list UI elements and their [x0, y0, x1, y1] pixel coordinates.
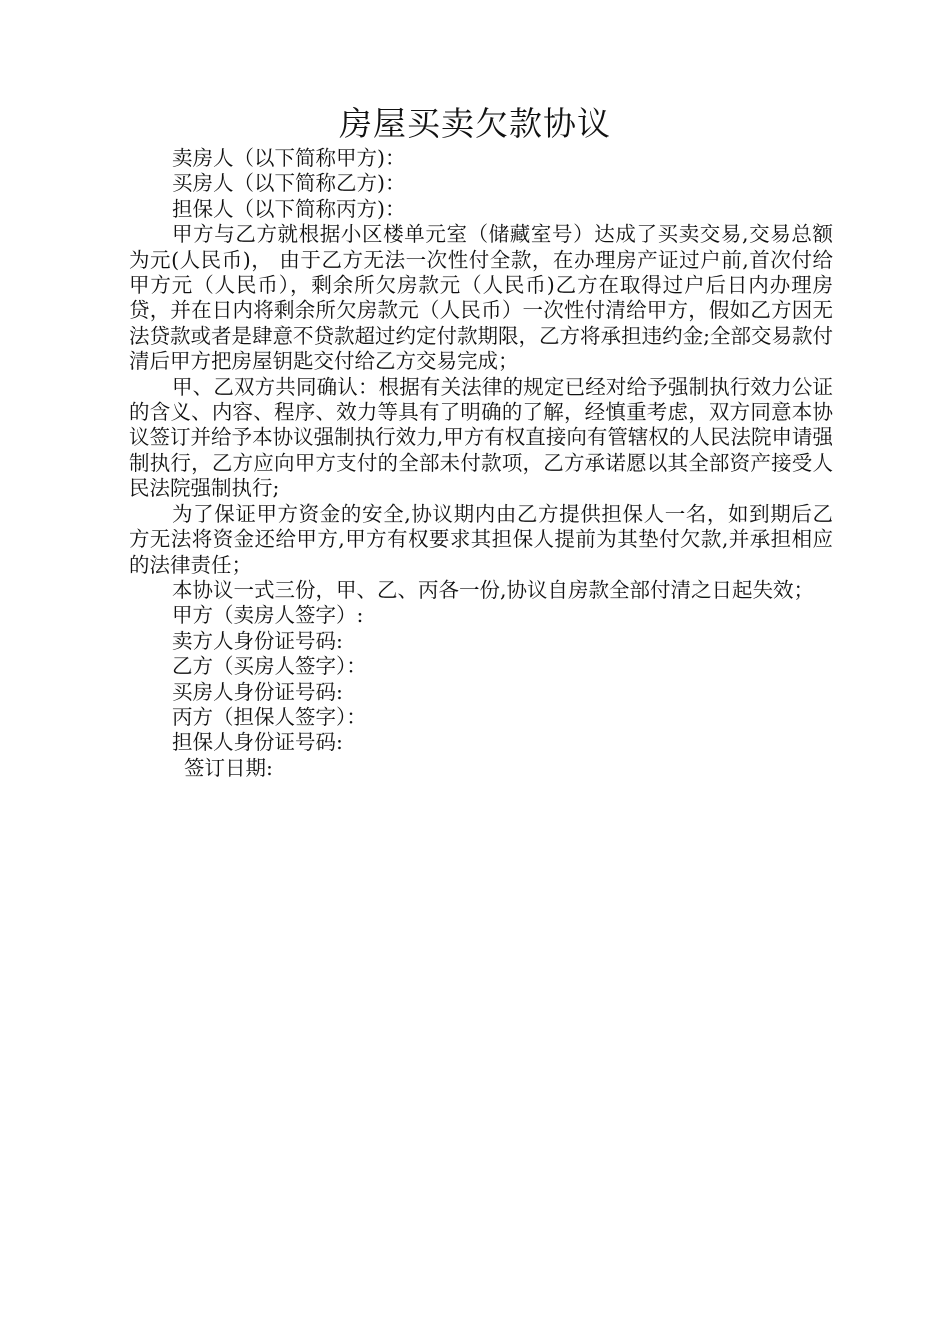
- transaction-paragraph: 甲方与乙方就根据小区楼单元室（储藏室号）达成了买卖交易,交易总额为元(人民币)， 由于乙方无法一次性付全款，在办理房产证过户前,首次付给甲方元（人民币），剩余所欠房款元（人民币)乙方在取得过户后日内办理房贷，并在日内将剩余所欠房款元（人民币）一次性付清给甲方，假如乙方因无法贷款或者是肆意不贷款超过约定付款期限，乙方将承担违约金;全部交易款付清后甲方把房屋钥匙交付给乙方交易完成；: [129, 222, 833, 374]
- party-b-signature-line: 乙方（买房人签字）：: [172, 654, 367, 679]
- party-a-signature-line: 甲方（卖房人签字）:: [172, 603, 364, 628]
- party-c-signature-line: 丙方（担保人签字）：: [172, 704, 367, 729]
- guarantor-party-line: 担保人（以下简称丙方)：: [172, 196, 406, 221]
- buyer-party-line: 买房人（以下简称乙方)：: [172, 171, 406, 196]
- copies-paragraph: 本协议一式三份，甲、乙、丙各一份,协议自房款全部付清之日起失效；: [172, 577, 815, 602]
- seller-party-line: 卖房人（以下简称甲方)：: [172, 146, 406, 170]
- document-body: [129, 146, 833, 781]
- guarantor-id-line: 担保人身份证号码:: [172, 730, 343, 755]
- sign-date-line: 签订日期:: [184, 755, 273, 780]
- seller-id-line: 卖方人身份证号码:: [172, 628, 343, 653]
- enforcement-paragraph: 甲、乙双方共同确认：根据有关法律的规定已经对给予强制执行效力公证的含义、内容、程序、效力等具有了明确的了解，经慎重考虑，双方同意本协议签订并给予本协议强制执行效力,甲方有权直接向有管辖权的人民法院申请强制执行，乙方应向甲方支付的全部未付款项，乙方承诺愿以其全部资产接受人民法院强制执行;: [129, 374, 833, 501]
- buyer-id-line: 买房人身份证号码:: [172, 679, 343, 704]
- guarantee-paragraph: 为了保证甲方资金的安全,协议期内由乙方提供担保人一名，如到期后乙方无法将资金还给甲方,甲方有权要求其担保人提前为其垫付欠款,并承担相应的法律责任；: [129, 501, 833, 577]
- document-title: 房屋买卖欠款协议: [339, 104, 611, 143]
